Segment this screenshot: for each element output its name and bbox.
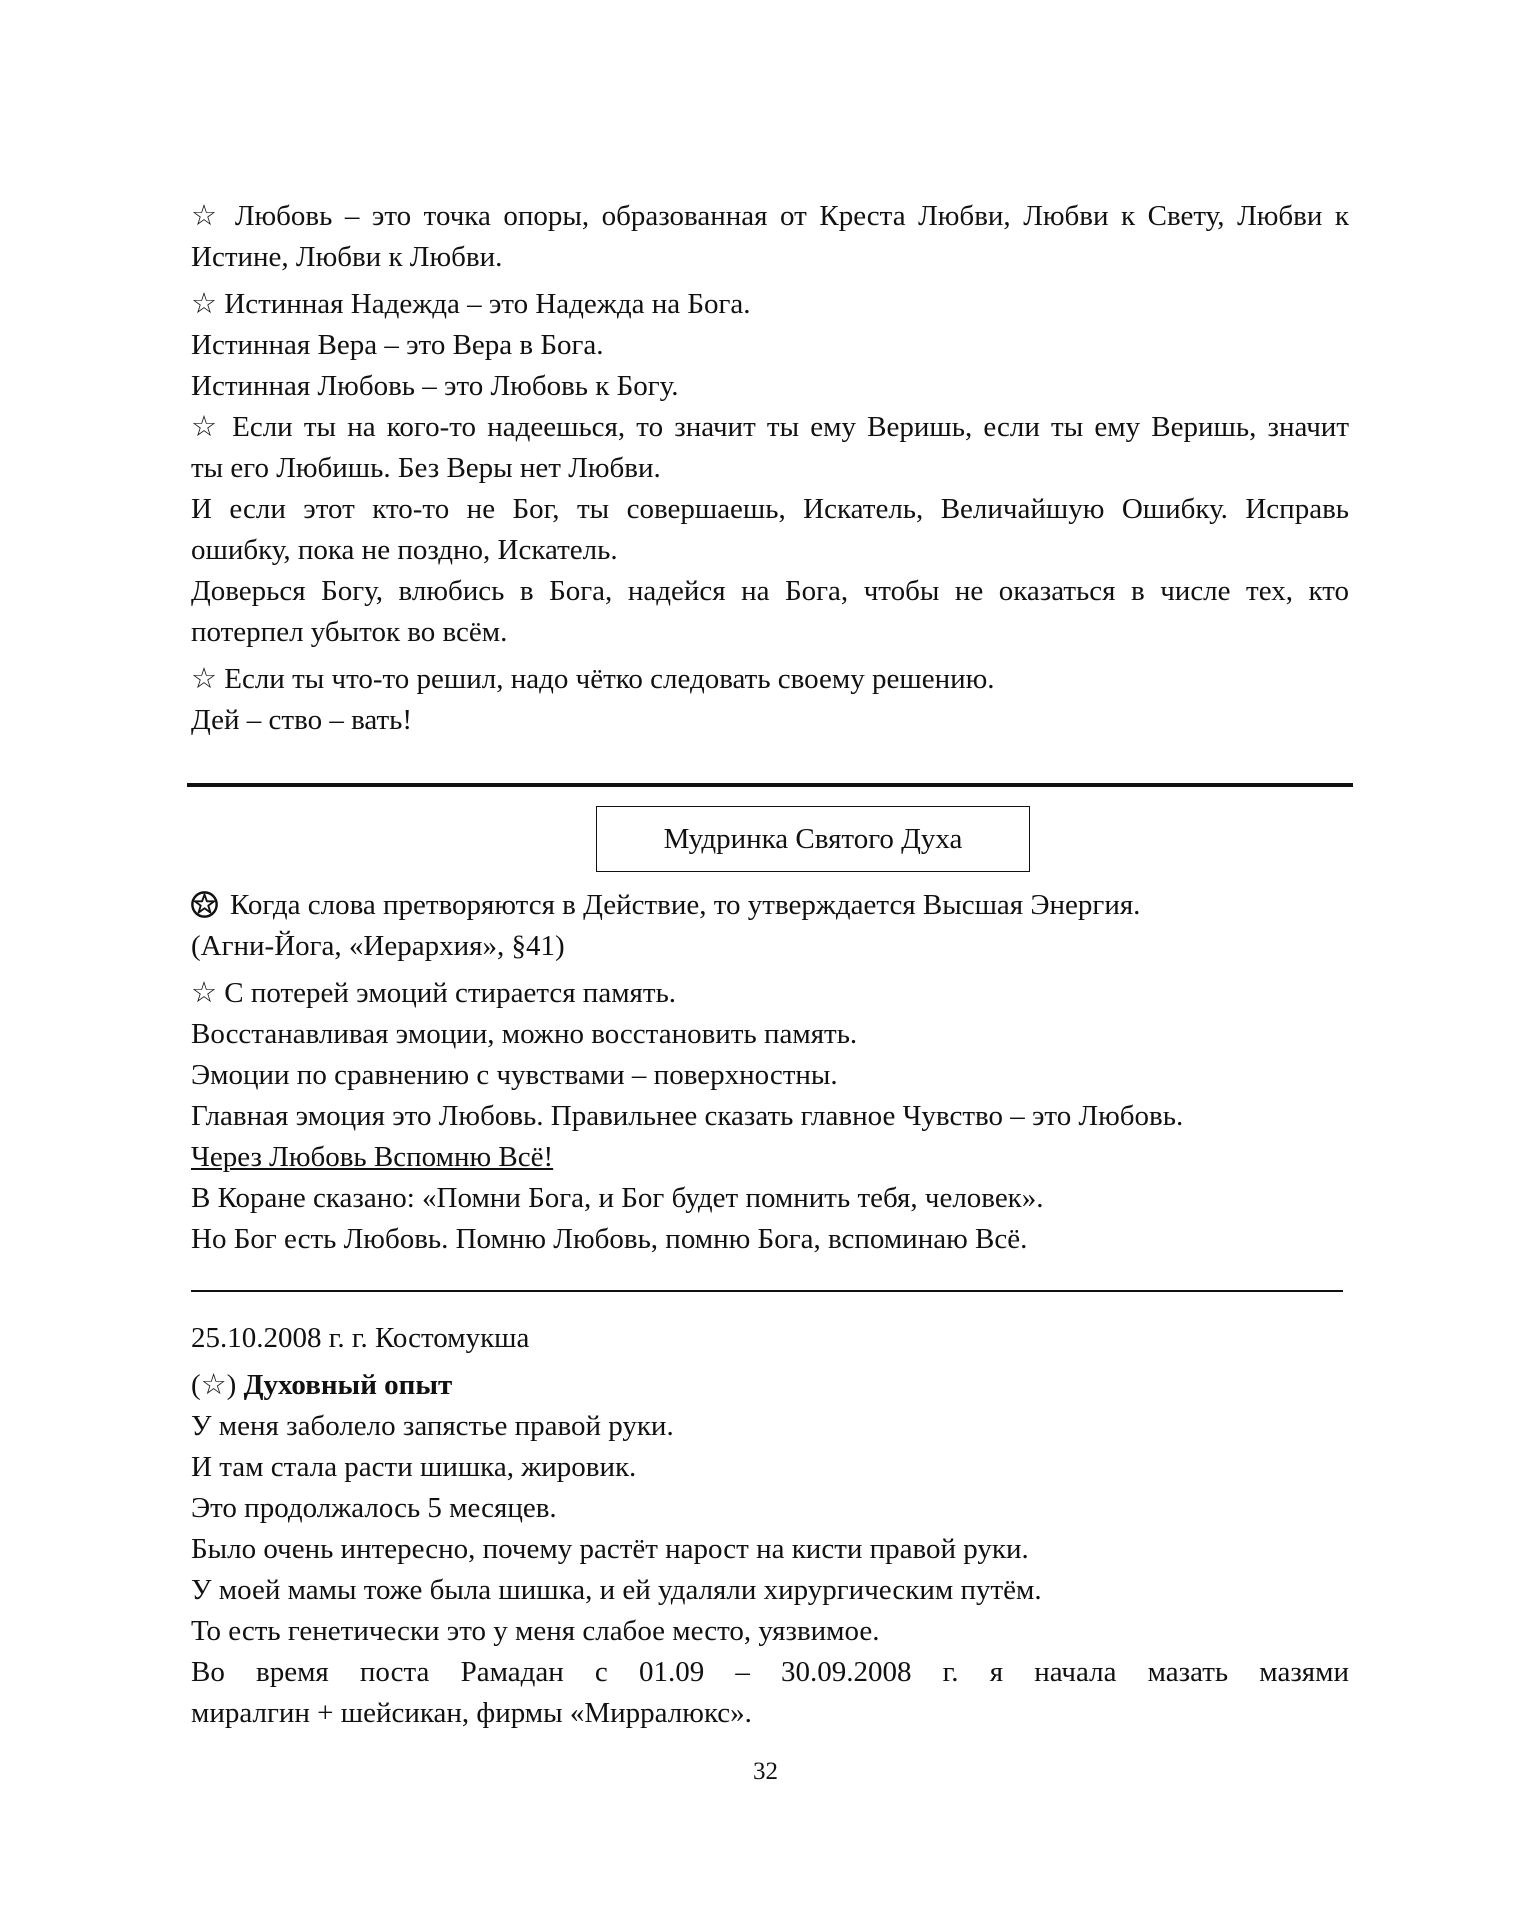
p3-line1: ☆ Если ты на кого-то надеешься, то значит ты ему Веришь, если ты ему Веришь, значит [191, 411, 1349, 443]
entry-heading [191, 1365, 1349, 1406]
entry-heading-prefix: (☆) [191, 1369, 237, 1401]
p4-line2: Дей – ство – вать! [191, 704, 413, 736]
section-title: Мудринка Святого Духа [663, 822, 963, 855]
p3-line3: И если этот кто-то не Бог, ты совершаешь, Искатель, Величайшую Ошибку. Исправь [191, 493, 1349, 525]
quote-text: Когда слова претворяются в Действие, то утверждается Высшая Энергия. [230, 889, 1141, 921]
entry-line6: То есть генетически это у меня слабое место, уязвимое. [191, 1615, 880, 1647]
block-wisdom [191, 885, 1349, 1260]
entry-line7: Во время поста Рамадан с 01.09 – 30.09.2008 г. я начала мазать мазями [191, 1656, 1349, 1688]
wisdom-line5-underlined: Через Любовь Вспомню Всё! [191, 1141, 554, 1173]
wisdom-line7: Но Бог есть Любовь. Помню Любовь, помню Бога, вспоминаю Всё. [191, 1223, 1028, 1255]
section-title-box [596, 806, 1030, 872]
page-number: 32 [753, 1758, 778, 1785]
p2-line2: Истинная Вера – это Вера в Бога. [191, 329, 604, 361]
entry-line8: миралгин + шейсикан, фирмы «Мирралюкс». [191, 1697, 752, 1729]
wisdom-line1: ☆ С потерей эмоций стирается память. [191, 977, 677, 1009]
entry-line1: У меня заболело запястье правой руки. [191, 1410, 674, 1442]
quote-line1 [191, 885, 1349, 926]
block-aphorisms [191, 196, 1349, 741]
p1-line1: ☆ Любовь – это точка опоры, образованная от Креста Любви, Любви к Свету, Любви к [191, 200, 1349, 232]
p2-line3: Истинная Любовь – это Любовь к Богу. [191, 370, 679, 402]
wisdom-line6: В Коране сказано: «Помни Бога, и Бог будет помнить тебя, человек». [191, 1182, 1044, 1214]
quote-source: (Агни-Йога, «Иерархия», §41) [191, 930, 565, 962]
p3-line6: потерпел убыток во всём. [191, 616, 508, 648]
block-experience [191, 1318, 1349, 1734]
entry-line3: Это продолжалось 5 месяцев. [191, 1492, 557, 1524]
wisdom-line3: Эмоции по сравнению с чувствами – поверхностны. [191, 1059, 838, 1091]
p3-line5: Доверься Богу, влюбись в Бога, надейся на Бога, чтобы не оказаться в числе тех, кто [191, 575, 1349, 607]
p3-line4: ошибку, пока не поздно, Искатель. [191, 534, 618, 566]
p2-line1: ☆ Истинная Надежда – это Надежда на Бога. [191, 288, 751, 320]
wisdom-line2: Восстанавливая эмоции, можно восстановить память. [191, 1018, 858, 1050]
section-divider-thick [187, 783, 1353, 787]
section-divider-thin [191, 1290, 1343, 1292]
p1-line2: Истине, Любви к Любви. [191, 241, 503, 273]
entry-heading-text: Духовный опыт [243, 1369, 453, 1401]
entry-line2: И там стала расти шишка, жировик. [191, 1451, 637, 1483]
entry-line5: У моей мамы тоже была шишка, и ей удаляли хирургическим путём. [191, 1574, 1042, 1606]
pentagram-in-circle-icon [191, 891, 218, 918]
wisdom-line4: Главная эмоция это Любовь. Правильнее сказать главное Чувство – это Любовь. [191, 1100, 1184, 1132]
p3-line2: ты его Любишь. Без Веры нет Любви. [191, 452, 661, 484]
p4-line1: ☆ Если ты что-то решил, надо чётко следовать своему решению. [191, 663, 995, 695]
entry-line4: Было очень интересно, почему растёт нарост на кисти правой руки. [191, 1533, 1029, 1565]
entry-date: 25.10.2008 г. г. Костомукша [191, 1322, 530, 1354]
